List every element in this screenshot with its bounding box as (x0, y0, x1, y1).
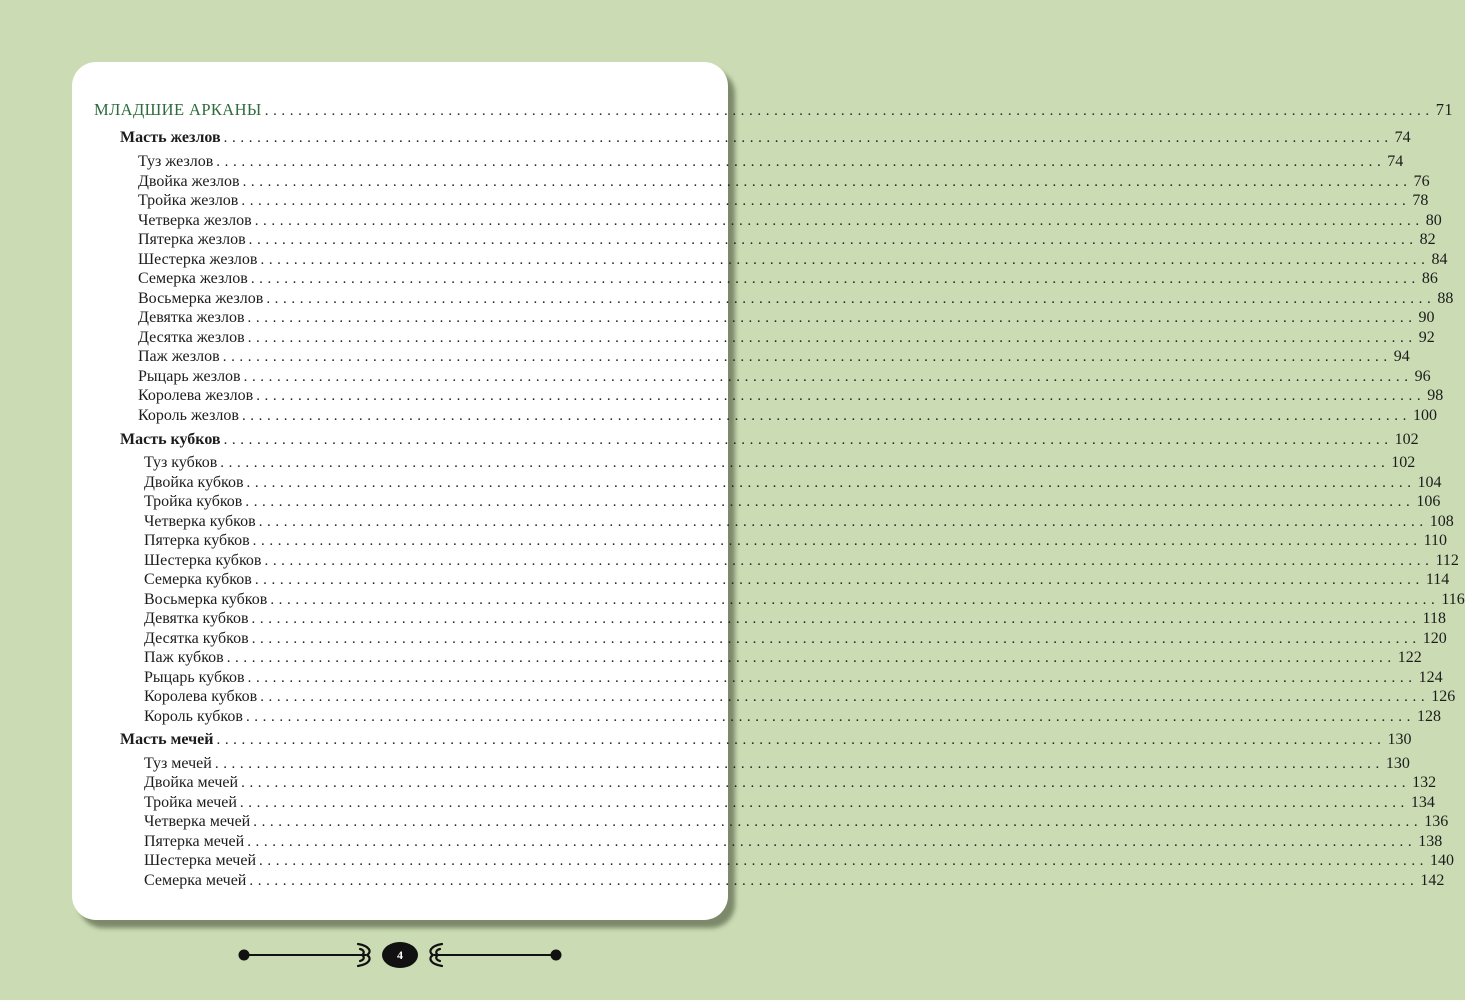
toc-entry[interactable] (138, 367, 1431, 387)
toc-entry[interactable] (138, 230, 1436, 250)
dot-leader: ............................................................................................................................................ (259, 853, 1429, 869)
dot-leader: ............................................................................................................................................ (251, 631, 1421, 647)
toc-entry-title: Масть кубков (120, 431, 221, 448)
toc-entry-title: Семерка жезлов (138, 270, 248, 287)
toc-entry-page: 88 (1437, 290, 1454, 307)
toc-entry-title: Семерка кубков (144, 571, 252, 588)
toc-entry[interactable] (144, 687, 1456, 707)
toc-entry-page: 104 (1417, 474, 1442, 491)
toc-entry-title: Туз жезлов (138, 153, 214, 170)
toc-suit-heading[interactable] (120, 128, 1411, 148)
toc-entry[interactable] (144, 707, 1441, 727)
toc-entry-page: 94 (1393, 348, 1410, 365)
dot-leader: ............................................................................................................................................ (264, 553, 1434, 569)
toc-entry[interactable] (144, 648, 1422, 668)
toc-entry-page: 136 (1424, 813, 1449, 830)
toc-entry-page: 74 (1394, 129, 1411, 146)
toc-entry[interactable] (138, 172, 1430, 192)
toc-entry[interactable] (144, 609, 1446, 629)
dot-leader: ............................................................................................................................................ (222, 349, 1392, 365)
toc-entry-page: 84 (1431, 251, 1448, 268)
dot-leader: ............................................................................................................................................ (270, 592, 1440, 608)
toc-entry-title: Восьмерка кубков (144, 591, 268, 608)
toc-entry[interactable] (144, 551, 1459, 571)
toc-entry-page: 78 (1412, 192, 1429, 209)
toc-entry-page: 74 (1387, 153, 1404, 170)
dot-leader: ............................................................................................................................................ (260, 689, 1430, 705)
toc-section-heading[interactable] (94, 100, 1454, 120)
dot-leader: ............................................................................................................................................ (216, 154, 1386, 170)
dot-leader: ............................................................................................................................................ (260, 252, 1430, 268)
dot-leader: ............................................................................................................................................ (256, 388, 1426, 404)
toc-entry[interactable] (144, 531, 1448, 551)
toc-entry-page: 102 (1394, 431, 1419, 448)
toc-entry-title: Четверка кубков (144, 513, 256, 530)
toc-entry[interactable] (144, 851, 1455, 871)
toc-entry-title: Рыцарь жезлов (138, 368, 241, 385)
dot-leader: ............................................................................................................................................ (253, 814, 1423, 830)
toc-entry[interactable] (138, 269, 1438, 289)
toc-entry-title: Тройка жезлов (138, 192, 239, 209)
toc-entry-page: 126 (1431, 688, 1456, 705)
toc-entry-title: Пятерка мечей (144, 833, 245, 850)
toc-entry-page: 76 (1413, 173, 1430, 190)
toc-entry[interactable] (138, 191, 1429, 211)
toc-entry[interactable] (144, 832, 1443, 852)
toc-entry[interactable] (144, 793, 1435, 813)
toc-entry[interactable] (144, 629, 1447, 649)
dot-leader: ............................................................................................................................................ (243, 369, 1413, 385)
toc-entry-page: 140 (1430, 852, 1455, 869)
toc-entry-title: Королева жезлов (138, 387, 254, 404)
toc-entry-title: Девятка кубков (144, 610, 249, 627)
toc-entry[interactable] (144, 512, 1454, 532)
toc-entry-title: Четверка жезлов (138, 212, 252, 229)
dot-leader: ............................................................................................................................................ (220, 455, 1390, 471)
dot-leader: ............................................................................................................................................ (216, 732, 1386, 748)
dot-leader: ............................................................................................................................................ (254, 213, 1424, 229)
dot-leader: ............................................................................................................................................ (247, 834, 1417, 850)
dot-leader: ............................................................................................................................................ (247, 670, 1417, 686)
toc-entry-page: 90 (1418, 309, 1435, 326)
toc-entry-page: 128 (1416, 708, 1441, 725)
toc-entry-page: 96 (1414, 368, 1431, 385)
toc-entry-title: Восьмерка жезлов (138, 290, 264, 307)
dot-leader: ............................................................................................................................................ (258, 514, 1428, 530)
toc-entry-title: Шестерка жезлов (138, 251, 258, 268)
toc-entry-page: 116 (1441, 591, 1465, 608)
dot-leader: ............................................................................................................................................ (214, 756, 1384, 772)
dot-leader: ............................................................................................................................................ (247, 310, 1417, 326)
toc-entry-page: 108 (1429, 513, 1454, 530)
dot-leader: ............................................................................................................................................ (249, 873, 1419, 889)
toc-entry-title: Шестерка кубков (144, 552, 262, 569)
toc-entry-title: Король жезлов (138, 407, 239, 424)
toc-entry-title: Десятка жезлов (138, 329, 245, 346)
toc-entry[interactable] (138, 211, 1442, 231)
dot-leader: ............................................................................................................................................ (239, 795, 1409, 811)
toc-entry[interactable] (138, 328, 1435, 348)
toc-entry-page: 130 (1385, 755, 1410, 772)
toc-entry-title: Пятерка жезлов (138, 231, 246, 248)
dot-leader: ............................................................................................................................................ (245, 494, 1415, 510)
toc-entry-title: Десятка кубков (144, 630, 249, 647)
dot-leader: ............................................................................................................................................ (223, 130, 1393, 146)
dot-leader: ............................................................................................................................................ (241, 193, 1411, 209)
toc-entry-page: 106 (1416, 493, 1441, 510)
toc-entry-page: 122 (1397, 649, 1422, 666)
toc-entry-page: 98 (1427, 387, 1444, 404)
toc-entry[interactable] (138, 386, 1444, 406)
dot-leader: ............................................................................................................................................ (266, 291, 1436, 307)
toc-entry[interactable] (144, 453, 1416, 473)
toc-entry[interactable] (144, 668, 1443, 688)
toc-entry[interactable] (144, 590, 1465, 610)
dot-leader: ............................................................................................................................................ (226, 650, 1396, 666)
toc-entry-title: Паж кубков (144, 649, 224, 666)
toc-entry-title: Двойка кубков (144, 474, 244, 491)
page-footer-ornament (236, 936, 564, 974)
toc-entry[interactable] (138, 250, 1448, 270)
toc-entry-title: МЛАДШИЕ АРКАНЫ (94, 100, 262, 119)
dot-leader: ............................................................................................................................................ (242, 174, 1412, 190)
toc-entry-title: Король кубков (144, 708, 243, 725)
toc-entry-title: Семерка мечей (144, 872, 247, 889)
toc-entry-title: Тройка мечей (144, 794, 237, 811)
toc-entry[interactable] (144, 754, 1410, 774)
toc-entry-title: Девятка жезлов (138, 309, 245, 326)
toc-entry-title: Туз кубков (144, 454, 218, 471)
toc-entry-title: Двойка мечей (144, 774, 239, 791)
toc-entry[interactable] (144, 871, 1445, 891)
toc-entry-title: Двойка жезлов (138, 173, 240, 190)
toc-entry-page: 114 (1425, 571, 1450, 588)
toc-entry[interactable] (144, 492, 1441, 512)
toc-suit-heading[interactable] (120, 430, 1419, 450)
toc-entry-page: 92 (1418, 329, 1435, 346)
dot-leader: ............................................................................................................................................ (250, 271, 1420, 287)
toc-entry[interactable] (138, 406, 1437, 426)
dot-leader: ............................................................................................................................................ (252, 533, 1422, 549)
dot-leader: ............................................................................................................................................ (241, 408, 1411, 424)
dot-leader: ............................................................................................................................................ (223, 432, 1393, 448)
toc-entry-page: 82 (1419, 231, 1436, 248)
toc-entry-page: 118 (1422, 610, 1446, 627)
toc-entry-title: Масть мечей (120, 731, 214, 748)
toc-entry[interactable] (144, 570, 1450, 590)
toc-entry-page: 120 (1422, 630, 1447, 647)
dot-leader: ............................................................................................................................................ (245, 709, 1415, 725)
dot-leader: ............................................................................................................................................ (254, 572, 1424, 588)
dot-leader: ............................................................................................................................................ (247, 330, 1417, 346)
toc-entry-page: 71 (1435, 100, 1454, 119)
page-number: 4 (397, 948, 403, 962)
toc-entry-title: Тройка кубков (144, 493, 243, 510)
dot-leader: ............................................................................................................................................ (246, 475, 1416, 491)
toc-entry-title: Масть жезлов (120, 129, 221, 146)
toc-entry[interactable] (138, 289, 1454, 309)
toc-entry-title: Шестерка мечей (144, 852, 257, 869)
toc-entry-page: 100 (1412, 407, 1437, 424)
toc-entry-page: 80 (1425, 212, 1442, 229)
toc-entry-page: 110 (1423, 532, 1448, 549)
toc-entry-title: Пятерка кубков (144, 532, 250, 549)
toc-page (72, 62, 1465, 920)
toc-entry-title: Рыцарь кубков (144, 669, 245, 686)
toc-entry-page: 102 (1391, 454, 1416, 471)
toc-entry[interactable] (138, 152, 1404, 172)
toc-entry-page: 138 (1418, 833, 1443, 850)
toc-entry[interactable] (138, 308, 1435, 328)
toc-entry-title: Четверка мечей (144, 813, 251, 830)
toc-entry-page: 134 (1410, 794, 1435, 811)
dot-leader: ............................................................................................................................................ (264, 103, 1434, 119)
dot-leader: ............................................................................................................................................ (248, 232, 1418, 248)
toc-entry-page: 124 (1418, 669, 1443, 686)
toc-entry-title: Королева кубков (144, 688, 258, 705)
toc-entry-page: 142 (1420, 872, 1445, 889)
toc-entry-page: 130 (1387, 731, 1412, 748)
toc-entry-title: Туз мечей (144, 755, 212, 772)
toc-entry-page: 86 (1421, 270, 1438, 287)
toc-suit-heading[interactable] (120, 730, 1412, 750)
dot-leader: ............................................................................................................................................ (251, 611, 1421, 627)
toc-entry[interactable] (138, 347, 1410, 367)
toc-entry-title: Паж жезлов (138, 348, 220, 365)
dot-leader: ............................................................................................................................................ (241, 775, 1411, 791)
toc-entry-page: 132 (1412, 774, 1437, 791)
toc-entry-page: 112 (1435, 552, 1459, 569)
toc-entry[interactable] (144, 473, 1442, 493)
toc-entry[interactable] (144, 773, 1437, 793)
toc-entry[interactable] (144, 812, 1449, 832)
